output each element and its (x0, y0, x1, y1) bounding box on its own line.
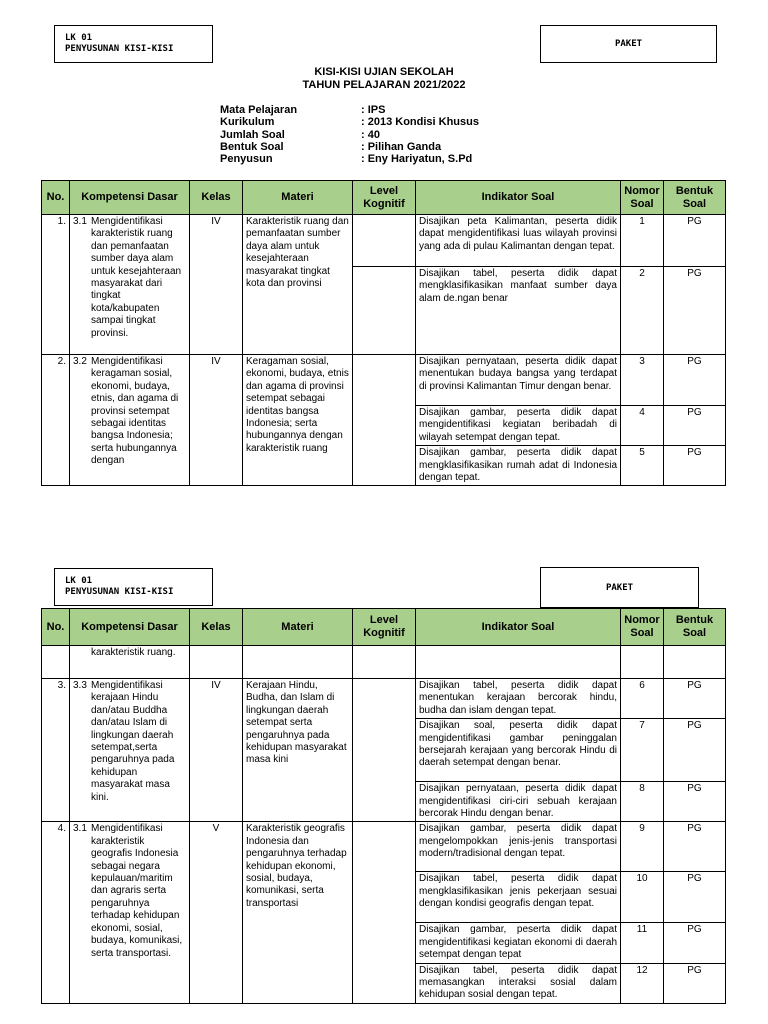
info-value: : IPS (361, 104, 386, 116)
row-nomor: 8 (621, 782, 664, 822)
row-materi: Keragaman sosial, ekonomi, budaya, etnis dan agama di provinsi setempat sebagai identitas bangsa Indonesia; serta hubungannya dengan karakteristik ruang (243, 355, 353, 486)
row-indikator: Disajikan tabel, peserta didik dapat mengklasifikasikan jenis pekerjaan sesuai dengan kondisi geografis dengan tepat. (416, 872, 621, 923)
row-bentuk: PG (664, 923, 726, 963)
row-bentuk: PG (664, 872, 726, 923)
row-nomor (621, 646, 664, 679)
row-nomor: 9 (621, 822, 664, 872)
row-indikator: Disajikan peta Kalimantan, peserta didik dapat mengidentifikasi luas wilayah provinsi yang ada di pulau Kalimantan dengan tepat. (416, 215, 621, 267)
doc-title-line1: KISI-KISI UJIAN SEKOLAH (314, 66, 454, 78)
kd-text: Mengidentifikasi keragaman sosial, ekonomi, budaya, etnis, dan agama di provinsi setempat sebagai identitas bangsa Indonesia; serta hubungannya dengan (91, 356, 179, 467)
row-level (353, 215, 416, 267)
info-label: Kurikulum (220, 116, 275, 129)
kd-text: karakteristik ruang. (91, 647, 176, 658)
lk-number: LK 01 (65, 33, 93, 43)
lk-title: PENYUSUNAN KISI-KISI (65, 587, 174, 597)
row-bentuk: PG (664, 355, 726, 406)
info-label: Mata Pelajaran (220, 104, 298, 116)
row-kelas: IV (190, 679, 243, 822)
row-indikator: Disajikan soal, peserta didik dapat mengidentifikasi gambar peninggalan bersejarah kerajaan yang bercorak Hindu di daerah setempat dengan benar. (416, 719, 621, 782)
col-bentuk: Bentuk Soal (664, 181, 726, 215)
row-no: 1. (42, 215, 70, 355)
row-indikator: Disajikan gambar, peserta didik dapat mengidentifikasi kegiatan beribadah di wilayah setempat dengan tepat. (416, 406, 621, 446)
kd-number: 3.1 (73, 823, 87, 835)
paket-box-page2 (540, 567, 699, 608)
info-value: : Pilihan Ganda (361, 140, 442, 153)
row-kelas: IV (190, 355, 243, 486)
info-label: Penyusun (220, 153, 273, 166)
col-indikator: Indikator Soal (416, 181, 621, 215)
row-kelas (190, 646, 243, 679)
table-row (42, 215, 726, 267)
row-indikator: Disajikan gambar, peserta didik dapat mengidentifikasi kegiatan ekonomi di daerah setempat dengan tepat (416, 923, 621, 963)
row-kd (70, 679, 190, 822)
paket-label: PAKET (605, 582, 634, 593)
row-bentuk: PG (664, 406, 726, 446)
table-row (42, 679, 726, 719)
row-bentuk: PG (664, 446, 726, 486)
continuation-row (42, 646, 726, 679)
paket-box (540, 25, 717, 63)
col-no: No. (42, 181, 70, 215)
row-nomor: 12 (621, 963, 664, 1003)
row-nomor: 7 (621, 719, 664, 782)
kisi-table-page2 (41, 608, 726, 1004)
row-bentuk: PG (664, 719, 726, 782)
row-materi: Kerajaan Hindu, Budha, dan Islam di lingkungan daerah setempat serta pengaruhnya pada kehidupan masyarakat masa kini (243, 679, 353, 822)
kd-text: Mengidentifikasi karakteristik ruang dan pemanfaatan sumber daya alam untuk kesejahteraan masyarakat dari tingkat kota/kabupaten sampai tingkat provinsi. (91, 216, 182, 339)
row-materi: Karakteristik geografis Indonesia dan pengaruhnya terhadap kehidupan ekonomi, sosial, budaya, komunikasi, serta transportasi (243, 822, 353, 1003)
row-nomor: 1 (621, 215, 664, 267)
kd-text: Mengidentifikasi kerajaan Hindu dan/atau Buddha dan/atau Islam di lingkungan daerah setempat,serta pengaruhnya pada kehidupan masyarakat masa kini. (91, 680, 175, 803)
row-indikator: Disajikan gambar, peserta didik dapat mengelompokkan jenis-jenis transportasi modern/tradisional dengan tepat. (416, 822, 621, 872)
row-indikator: Disajikan tabel, peserta didik dapat memasangkan interaksi sosial dalam kehidupan sosial dengan tepat. (416, 963, 621, 1003)
col-no: No. (42, 609, 70, 646)
row-kelas: V (190, 822, 243, 1003)
row-level (353, 679, 416, 822)
kd-text: Mengidentifikasi karakteristik geografis Indonesia sebagai negara kepulauan/maritim dan agraris serta pengaruhnya terhadap kehidupan ekonomi, sosial, budaya, komunikasi, serta transportasi. (91, 823, 183, 959)
row-indikator: Disajikan tabel, peserta didik dapat mengklasifikasikan manfaat sumber daya alam de.ngan benar (416, 267, 621, 355)
header-row (42, 609, 726, 646)
info-value: : 40 (361, 128, 380, 141)
row-level (353, 267, 416, 355)
table-row (42, 355, 726, 406)
info-label: Bentuk Soal (220, 140, 284, 153)
kisi-table-page1 (41, 180, 726, 486)
table-row (42, 822, 726, 872)
col-level: Level Kognitif (353, 181, 416, 215)
row-bentuk: PG (664, 963, 726, 1003)
header-row (42, 181, 726, 215)
doc-title-line2: TAHUN PELAJARAN 2021/2022 (302, 79, 466, 91)
row-nomor: 11 (621, 923, 664, 963)
row-kelas: IV (190, 215, 243, 355)
col-kelas: Kelas (190, 609, 243, 646)
col-level: Level Kognitif (353, 609, 416, 646)
kd-number: 3.1 (73, 216, 87, 227)
col-bentuk: Bentuk Soal (664, 609, 726, 646)
row-bentuk: PG (664, 822, 726, 872)
row-level (353, 822, 416, 1003)
row-bentuk (664, 646, 726, 679)
row-indikator: Disajikan pernyataan, peserta didik dapat menentukan budaya bangsa yang terdapat di provinsi Kalimantan Timur dengan benar. (416, 355, 621, 406)
info-label: Jumlah Soal (220, 128, 285, 141)
row-bentuk: PG (664, 215, 726, 267)
col-indikator: Indikator Soal (416, 609, 621, 646)
col-nomor: Nomor Soal (621, 181, 664, 215)
row-kd (70, 215, 190, 355)
col-nomor: Nomor Soal (621, 609, 664, 646)
row-indikator (416, 646, 621, 679)
row-materi (243, 646, 353, 679)
row-no: 2. (42, 355, 70, 486)
row-kd (70, 355, 190, 486)
row-bentuk: PG (664, 267, 726, 355)
row-level (353, 355, 416, 486)
row-indikator: Disajikan tabel, peserta didik dapat menentukan kerajaan bercorak hindu, budha dan islam dengan tepat. (416, 679, 621, 719)
row-bentuk: PG (664, 782, 726, 822)
info-value: : Eny Hariyatun, S.Pd (361, 153, 473, 166)
paket-label: PAKET (614, 39, 643, 49)
row-no: 4. (42, 822, 70, 1003)
col-kelas: Kelas (190, 181, 243, 215)
row-nomor: 3 (621, 355, 664, 406)
row-indikator: Disajikan gambar, peserta didik dapat mengklasifikasikan rumah adat di Indonesia dengan tepat. (416, 446, 621, 486)
kd-number: 3.3 (73, 680, 87, 691)
lk-label-box-page2 (54, 568, 213, 606)
row-no: 3. (42, 679, 70, 822)
row-nomor: 10 (621, 872, 664, 923)
col-kd: Kompetensi Dasar (70, 181, 190, 215)
row-nomor: 4 (621, 406, 664, 446)
row-bentuk: PG (664, 679, 726, 719)
col-materi: Materi (243, 609, 353, 646)
info-block (220, 104, 620, 165)
info-value: : 2013 Kondisi Khusus (361, 116, 479, 129)
lk-title: PENYUSUNAN KISI-KISI (65, 44, 174, 54)
row-level (353, 646, 416, 679)
row-nomor: 5 (621, 446, 664, 486)
row-kd-continuation (70, 646, 190, 679)
lk-label-box (54, 25, 213, 63)
lk-number: LK 01 (65, 576, 93, 586)
col-materi: Materi (243, 181, 353, 215)
row-nomor: 6 (621, 679, 664, 719)
row-kd (70, 822, 190, 1003)
row-nomor: 2 (621, 267, 664, 355)
row-no (42, 646, 70, 679)
row-materi: Karakteristik ruang dan pemanfaatan sumber daya alam untuk kesejahteraan masyarakat tingkat kota dan provinsi (243, 215, 353, 355)
row-indikator: Disajikan pernyataan, peserta didik dapat mengidentifikasi ciri-ciri sebuah kerajaan bercorak Hindu dengan benar. (416, 782, 621, 822)
col-kd: Kompetensi Dasar (70, 609, 190, 646)
kd-number: 3.2 (73, 356, 87, 367)
